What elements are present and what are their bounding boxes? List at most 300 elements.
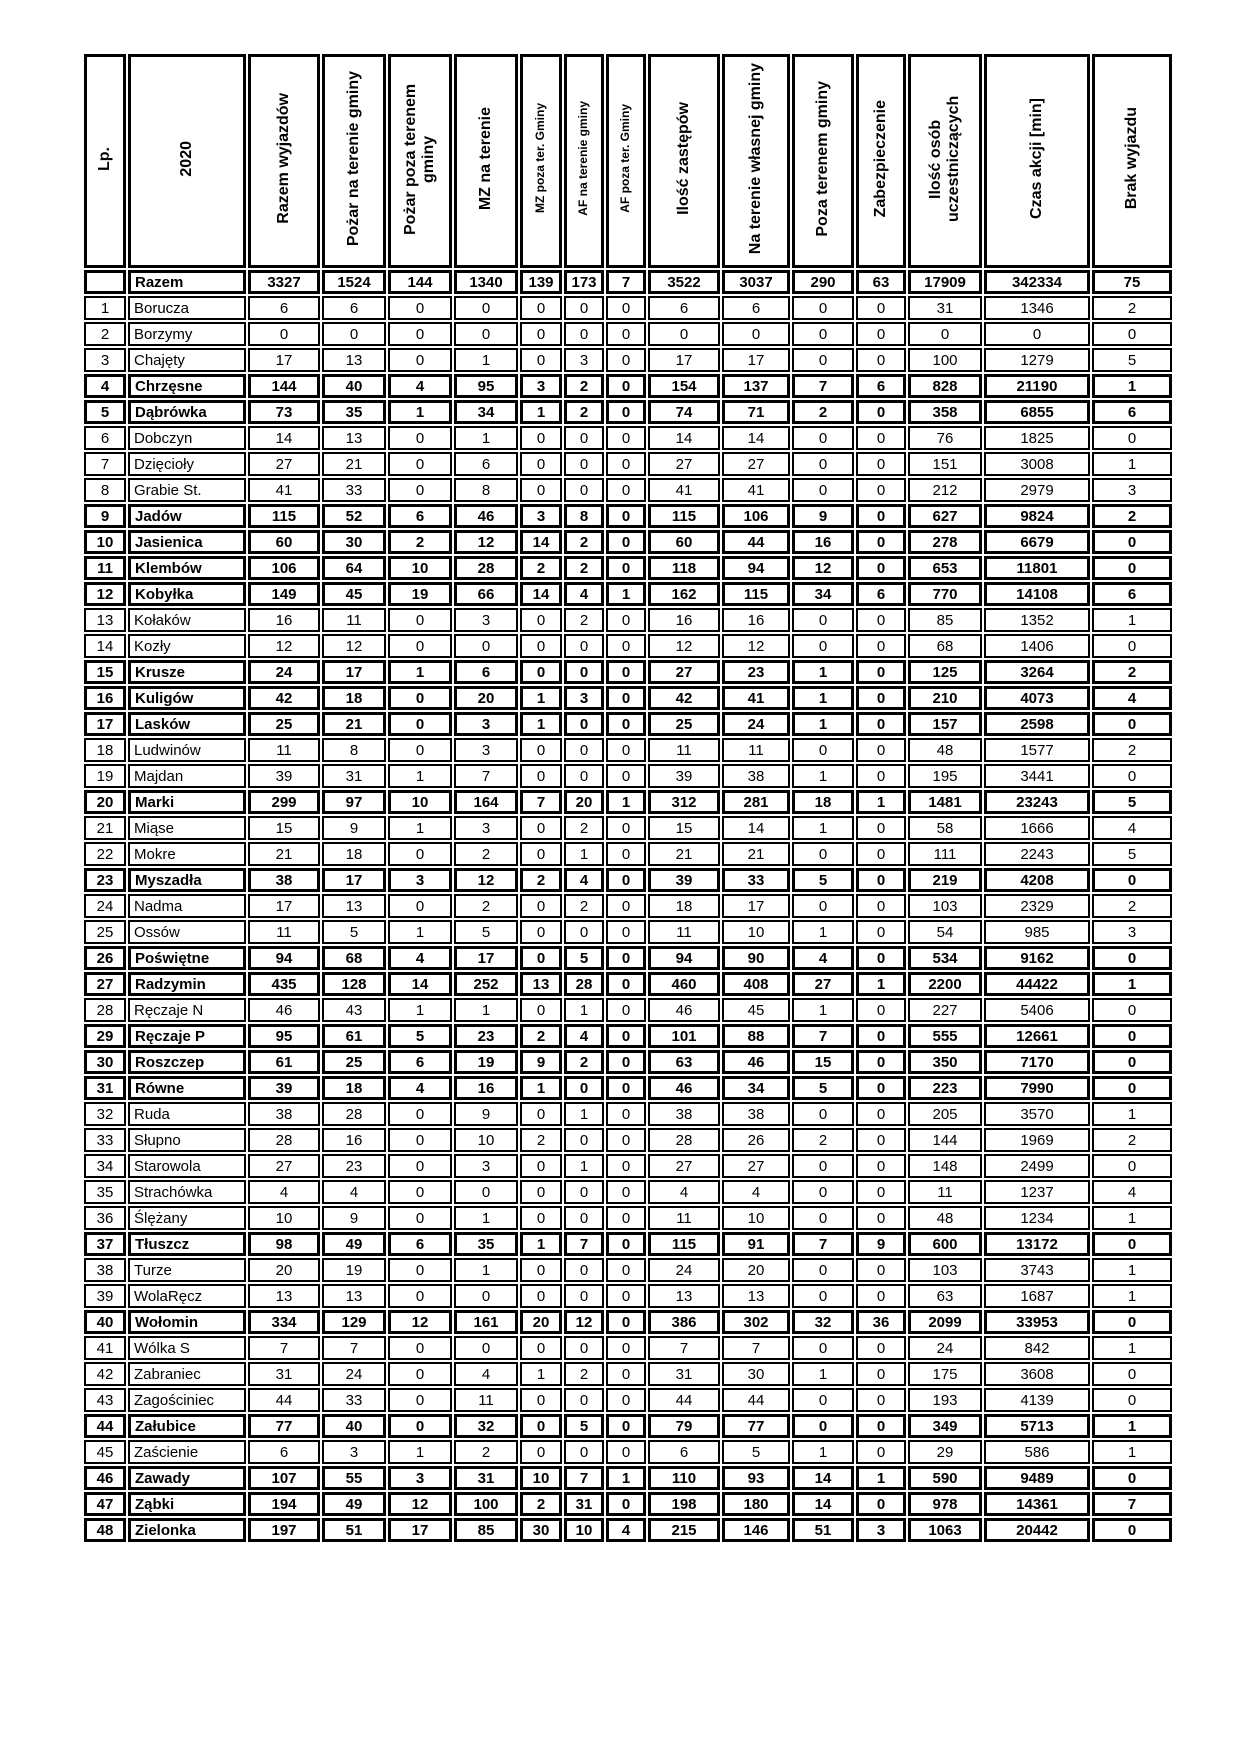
- cell-value: 1: [792, 998, 854, 1022]
- cell-value: 4: [388, 946, 452, 970]
- cell-value: 26: [722, 1128, 790, 1152]
- cell-value: 6: [454, 452, 518, 476]
- cell-value: 0: [606, 946, 646, 970]
- cell-value: 23243: [984, 790, 1090, 814]
- cell-value: 0: [792, 1336, 854, 1360]
- cell-value: 1: [792, 1440, 854, 1464]
- cell-value: 985: [984, 920, 1090, 944]
- cell-value: 0: [388, 1414, 452, 1438]
- cell-value: 0: [520, 1440, 562, 1464]
- table-row: [84, 478, 1172, 502]
- cell-value: 0: [388, 1284, 452, 1308]
- cell-value: 7: [520, 790, 562, 814]
- cell-value: 1: [454, 348, 518, 372]
- cell-value: 2: [564, 374, 604, 398]
- cell-value: 6: [856, 374, 906, 398]
- column-header-label: Pożar poza terenem gminy: [402, 82, 437, 235]
- cell-name: Tłuszcz: [128, 1232, 246, 1256]
- cell-value: 6: [1092, 400, 1172, 424]
- cell-value: 6: [248, 296, 320, 320]
- cell-lp: 20: [84, 790, 126, 814]
- cell-value: 210: [908, 686, 982, 710]
- cell-value: 0: [792, 608, 854, 632]
- table-row: [84, 530, 1172, 554]
- cell-value: 28: [564, 972, 604, 996]
- cell-value: 1: [520, 712, 562, 736]
- cell-value: 97: [322, 790, 386, 814]
- cell-lp: 13: [84, 608, 126, 632]
- cell-value: 0: [322, 322, 386, 346]
- cell-value: 34: [792, 582, 854, 606]
- cell-value: 0: [564, 1440, 604, 1464]
- cell-value: 10: [564, 1518, 604, 1542]
- cell-value: 21: [722, 842, 790, 866]
- cell-value: 58: [908, 816, 982, 840]
- table-row: [84, 1492, 1172, 1516]
- cell-name: Roszczep: [128, 1050, 246, 1074]
- cell-value: 0: [856, 842, 906, 866]
- cell-value: 1: [564, 1102, 604, 1126]
- cell-value: 76: [908, 426, 982, 450]
- cell-value: 0: [856, 1362, 906, 1386]
- column-header-mz-na-terenie: [454, 54, 518, 268]
- cell-value: 17: [722, 894, 790, 918]
- cell-value: 1: [606, 790, 646, 814]
- cell-value: 79: [648, 1414, 720, 1438]
- cell-value: 12: [648, 634, 720, 658]
- cell-value: 9: [856, 1232, 906, 1256]
- cell-lp: 12: [84, 582, 126, 606]
- cell-value: 38: [248, 868, 320, 892]
- table-row: [84, 504, 1172, 528]
- cell-value: 31: [248, 1362, 320, 1386]
- cell-value: 3327: [248, 270, 320, 294]
- cell-value: 0: [606, 1076, 646, 1100]
- cell-value: 66: [454, 582, 518, 606]
- cell-value: 115: [722, 582, 790, 606]
- cell-value: 21: [322, 452, 386, 476]
- cell-name: Zabraniec: [128, 1362, 246, 1386]
- cell-value: 11: [248, 738, 320, 762]
- cell-name: Kuligów: [128, 686, 246, 710]
- cell-value: 1: [792, 764, 854, 788]
- cell-value: 590: [908, 1466, 982, 1490]
- cell-value: 11: [648, 920, 720, 944]
- cell-value: 0: [564, 322, 604, 346]
- cell-value: 0: [856, 1076, 906, 1100]
- cell-value: 7: [248, 1336, 320, 1360]
- cell-value: 227: [908, 998, 982, 1022]
- cell-value: 1: [454, 1206, 518, 1230]
- cell-value: 0: [1092, 556, 1172, 580]
- column-header-label: Brak wyjazdu: [1123, 107, 1141, 210]
- table-row: [84, 1310, 1172, 1334]
- cell-value: 0: [856, 1180, 906, 1204]
- cell-value: 107: [248, 1466, 320, 1490]
- cell-lp: 23: [84, 868, 126, 892]
- column-header-label: MZ na terenie: [477, 106, 495, 211]
- cell-value: 14: [722, 816, 790, 840]
- cell-value: 215: [648, 1518, 720, 1542]
- cell-lp: 41: [84, 1336, 126, 1360]
- column-header-pozar-na-terenie: [322, 54, 386, 268]
- cell-value: 0: [792, 1258, 854, 1282]
- cell-value: 0: [606, 1388, 646, 1412]
- cell-value: 5: [792, 1076, 854, 1100]
- cell-value: 0: [606, 504, 646, 528]
- cell-name: Załubice: [128, 1414, 246, 1438]
- cell-value: 63: [648, 1050, 720, 1074]
- cell-value: 1: [388, 1440, 452, 1464]
- cell-name: Poświętne: [128, 946, 246, 970]
- cell-value: 3743: [984, 1258, 1090, 1282]
- cell-value: 115: [248, 504, 320, 528]
- cell-value: 16: [248, 608, 320, 632]
- cell-value: 128: [322, 972, 386, 996]
- cell-value: 0: [520, 816, 562, 840]
- cell-value: 44: [722, 1388, 790, 1412]
- cell-name: Jadów: [128, 504, 246, 528]
- cell-lp: 24: [84, 894, 126, 918]
- cell-value: 14108: [984, 582, 1090, 606]
- cell-value: 3608: [984, 1362, 1090, 1386]
- cell-value: 5: [1092, 348, 1172, 372]
- cell-lp: 29: [84, 1024, 126, 1048]
- cell-value: 0: [520, 322, 562, 346]
- cell-value: 0: [1092, 1362, 1172, 1386]
- cell-value: 38: [248, 1102, 320, 1126]
- cell-value: 2: [792, 1128, 854, 1152]
- cell-value: 0: [1092, 1310, 1172, 1334]
- cell-value: 154: [648, 374, 720, 398]
- cell-value: 17: [248, 348, 320, 372]
- cell-value: 0: [856, 400, 906, 424]
- cell-name: Klembów: [128, 556, 246, 580]
- cell-value: 42: [248, 686, 320, 710]
- cell-name: Lasków: [128, 712, 246, 736]
- cell-value: 555: [908, 1024, 982, 1048]
- cell-value: 93: [722, 1466, 790, 1490]
- cell-value: 46: [722, 1050, 790, 1074]
- cell-value: 252: [454, 972, 518, 996]
- cell-value: 17: [322, 660, 386, 684]
- cell-name: Myszadła: [128, 868, 246, 892]
- cell-value: 25: [322, 1050, 386, 1074]
- cell-value: 60: [248, 530, 320, 554]
- cell-lp: 33: [84, 1128, 126, 1152]
- cell-value: 0: [856, 452, 906, 476]
- cell-lp: 30: [84, 1050, 126, 1074]
- cell-value: 0: [606, 1414, 646, 1438]
- cell-value: 0: [792, 1206, 854, 1230]
- cell-value: 15: [648, 816, 720, 840]
- cell-value: 100: [454, 1492, 518, 1516]
- cell-value: 9: [520, 1050, 562, 1074]
- cell-value: 2: [564, 400, 604, 424]
- cell-value: 0: [792, 634, 854, 658]
- cell-value: 0: [520, 452, 562, 476]
- cell-value: 0: [792, 426, 854, 450]
- cell-value: 27: [722, 1154, 790, 1178]
- cell-value: 194: [248, 1492, 320, 1516]
- cell-value: 0: [856, 738, 906, 762]
- cell-value: 0: [1092, 1466, 1172, 1490]
- cell-value: 0: [388, 608, 452, 632]
- table-row: [84, 348, 1172, 372]
- cell-value: 4: [388, 1076, 452, 1100]
- cell-lp: 3: [84, 348, 126, 372]
- cell-value: 0: [564, 712, 604, 736]
- cell-value: 0: [520, 1154, 562, 1178]
- table-header: [84, 54, 1172, 268]
- cell-value: 34: [454, 400, 518, 424]
- cell-value: 9489: [984, 1466, 1090, 1490]
- cell-value: 0: [1092, 1518, 1172, 1542]
- cell-value: 1825: [984, 426, 1090, 450]
- cell-value: 144: [248, 374, 320, 398]
- cell-value: 12: [792, 556, 854, 580]
- cell-value: 46: [648, 1076, 720, 1100]
- cell-value: 0: [792, 842, 854, 866]
- cell-value: 6: [856, 582, 906, 606]
- cell-value: 0: [792, 1414, 854, 1438]
- cell-lp: 39: [84, 1284, 126, 1308]
- cell-value: 4: [564, 582, 604, 606]
- cell-value: 408: [722, 972, 790, 996]
- cell-value: 0: [856, 296, 906, 320]
- cell-value: 2: [520, 1024, 562, 1048]
- cell-value: 14: [520, 582, 562, 606]
- cell-value: 16: [792, 530, 854, 554]
- cell-value: 25: [248, 712, 320, 736]
- cell-value: 3570: [984, 1102, 1090, 1126]
- cell-value: 0: [606, 712, 646, 736]
- cell-value: 21190: [984, 374, 1090, 398]
- cell-value: 16: [722, 608, 790, 632]
- cell-value: 28: [322, 1102, 386, 1126]
- cell-value: 118: [648, 556, 720, 580]
- cell-name: Miąse: [128, 816, 246, 840]
- cell-value: 28: [454, 556, 518, 580]
- cell-value: 219: [908, 868, 982, 892]
- cell-value: 0: [606, 998, 646, 1022]
- cell-lp: 46: [84, 1466, 126, 1490]
- cell-value: 2: [1092, 660, 1172, 684]
- cell-name: Ruda: [128, 1102, 246, 1126]
- cell-name: Strachówka: [128, 1180, 246, 1204]
- cell-value: 6: [388, 1232, 452, 1256]
- cell-value: 0: [388, 478, 452, 502]
- cell-value: 10: [722, 920, 790, 944]
- cell-value: 32: [792, 1310, 854, 1334]
- cell-value: 0: [606, 1284, 646, 1308]
- cell-value: 290: [792, 270, 854, 294]
- cell-value: 77: [722, 1414, 790, 1438]
- cell-value: 18: [648, 894, 720, 918]
- column-header-mz-poza: [520, 54, 562, 268]
- cell-value: 0: [520, 426, 562, 450]
- cell-value: 46: [248, 998, 320, 1022]
- cell-value: 7: [322, 1336, 386, 1360]
- table-row: [84, 1180, 1172, 1204]
- cell-name: Zagościniec: [128, 1388, 246, 1412]
- cell-value: 21: [648, 842, 720, 866]
- cell-value: 1: [1092, 1258, 1172, 1282]
- table-row: [84, 374, 1172, 398]
- cell-lp: 48: [84, 1518, 126, 1542]
- cell-value: 11: [248, 920, 320, 944]
- cell-value: 14: [792, 1466, 854, 1490]
- cell-value: 5: [322, 920, 386, 944]
- cell-value: 139: [520, 270, 562, 294]
- cell-value: 18: [792, 790, 854, 814]
- cell-value: 27: [722, 452, 790, 476]
- cell-name: Borucza: [128, 296, 246, 320]
- cell-value: 1: [792, 816, 854, 840]
- cell-value: 2499: [984, 1154, 1090, 1178]
- cell-value: 11: [648, 1206, 720, 1230]
- cell-value: 28: [648, 1128, 720, 1152]
- cell-value: 7: [454, 764, 518, 788]
- cell-value: 3: [454, 712, 518, 736]
- cell-value: 27: [248, 452, 320, 476]
- cell-value: 18: [322, 686, 386, 710]
- cell-value: 146: [722, 1518, 790, 1542]
- table-row: [84, 608, 1172, 632]
- cell-value: 74: [648, 400, 720, 424]
- cell-value: 5: [388, 1024, 452, 1048]
- cell-value: 43: [322, 998, 386, 1022]
- cell-value: 13: [722, 1284, 790, 1308]
- cell-value: 33: [322, 478, 386, 502]
- cell-value: 0: [856, 556, 906, 580]
- cell-value: 0: [606, 686, 646, 710]
- cell-value: 110: [648, 1466, 720, 1490]
- cell-value: 627: [908, 504, 982, 528]
- column-header-razem-wyjazdow: [248, 54, 320, 268]
- cell-value: 2: [520, 868, 562, 892]
- cell-value: 21: [248, 842, 320, 866]
- cell-value: 1969: [984, 1128, 1090, 1152]
- cell-value: 103: [908, 894, 982, 918]
- cell-value: 4: [1092, 686, 1172, 710]
- cell-value: 2: [564, 1362, 604, 1386]
- cell-value: 20: [722, 1258, 790, 1282]
- cell-value: 2: [564, 816, 604, 840]
- cell-value: 28: [248, 1128, 320, 1152]
- cell-value: 0: [606, 1362, 646, 1386]
- cell-value: 41: [722, 478, 790, 502]
- table-row: [84, 1128, 1172, 1152]
- cell-value: 842: [984, 1336, 1090, 1360]
- cell-value: 0: [606, 478, 646, 502]
- cell-value: 0: [722, 322, 790, 346]
- cell-name: Chrzęsne: [128, 374, 246, 398]
- cell-value: 49: [322, 1232, 386, 1256]
- cell-value: 0: [856, 1258, 906, 1282]
- cell-value: 0: [856, 1388, 906, 1412]
- table-row: [84, 1336, 1172, 1360]
- cell-value: 0: [564, 1284, 604, 1308]
- cell-lp: 37: [84, 1232, 126, 1256]
- cell-value: 12: [248, 634, 320, 658]
- cell-value: 61: [248, 1050, 320, 1074]
- cell-value: 7170: [984, 1050, 1090, 1074]
- cell-lp: 4: [84, 374, 126, 398]
- cell-value: 4: [322, 1180, 386, 1204]
- cell-value: 0: [520, 1102, 562, 1126]
- cell-value: 1: [388, 764, 452, 788]
- cell-lp: 36: [84, 1206, 126, 1230]
- cell-value: 2200: [908, 972, 982, 996]
- cell-value: 0: [564, 634, 604, 658]
- cell-value: 0: [520, 764, 562, 788]
- cell-value: 5: [1092, 842, 1172, 866]
- statistics-table: [82, 52, 1174, 1544]
- cell-value: 0: [1092, 868, 1172, 892]
- cell-value: 39: [248, 1076, 320, 1100]
- cell-value: 350: [908, 1050, 982, 1074]
- table-row: [84, 582, 1172, 606]
- table-row: [84, 634, 1172, 658]
- cell-name: Kobyłka: [128, 582, 246, 606]
- cell-value: 0: [856, 426, 906, 450]
- cell-value: 1687: [984, 1284, 1090, 1308]
- cell-value: 0: [564, 452, 604, 476]
- cell-value: 0: [388, 842, 452, 866]
- column-header-poza-terenem: [792, 54, 854, 268]
- cell-value: 0: [520, 1180, 562, 1204]
- column-header-label: Lp.: [96, 146, 114, 171]
- cell-name: Krusze: [128, 660, 246, 684]
- cell-value: 0: [856, 348, 906, 372]
- cell-value: 2: [564, 556, 604, 580]
- cell-value: 0: [520, 738, 562, 762]
- cell-value: 162: [648, 582, 720, 606]
- cell-value: 0: [388, 1154, 452, 1178]
- cell-value: 0: [606, 530, 646, 554]
- cell-value: 0: [388, 1102, 452, 1126]
- cell-value: 0: [856, 1492, 906, 1516]
- column-header-pozar-poza-terenem: [388, 54, 452, 268]
- table-row: [84, 1206, 1172, 1230]
- cell-name: Dobczyn: [128, 426, 246, 450]
- column-header-zabezpieczenie: [856, 54, 906, 268]
- cell-value: 0: [520, 1258, 562, 1282]
- cell-value: 1: [856, 1466, 906, 1490]
- cell-value: 19: [388, 582, 452, 606]
- cell-value: 0: [856, 816, 906, 840]
- table-row: [84, 894, 1172, 918]
- cell-value: 19: [454, 1050, 518, 1074]
- cell-value: 15: [792, 1050, 854, 1074]
- table-row: [84, 1024, 1172, 1048]
- cell-value: 0: [388, 1388, 452, 1412]
- cell-value: 68: [908, 634, 982, 658]
- cell-value: 9: [792, 504, 854, 528]
- table-row: [84, 764, 1172, 788]
- cell-value: 17: [388, 1518, 452, 1542]
- cell-value: 95: [454, 374, 518, 398]
- cell-value: 10: [520, 1466, 562, 1490]
- cell-name: Wólka S: [128, 1336, 246, 1360]
- cell-name: Starowola: [128, 1154, 246, 1178]
- cell-value: 2: [454, 1440, 518, 1464]
- cell-value: 0: [606, 634, 646, 658]
- table-row: [84, 1440, 1172, 1464]
- cell-value: 0: [856, 712, 906, 736]
- cell-value: 42: [648, 686, 720, 710]
